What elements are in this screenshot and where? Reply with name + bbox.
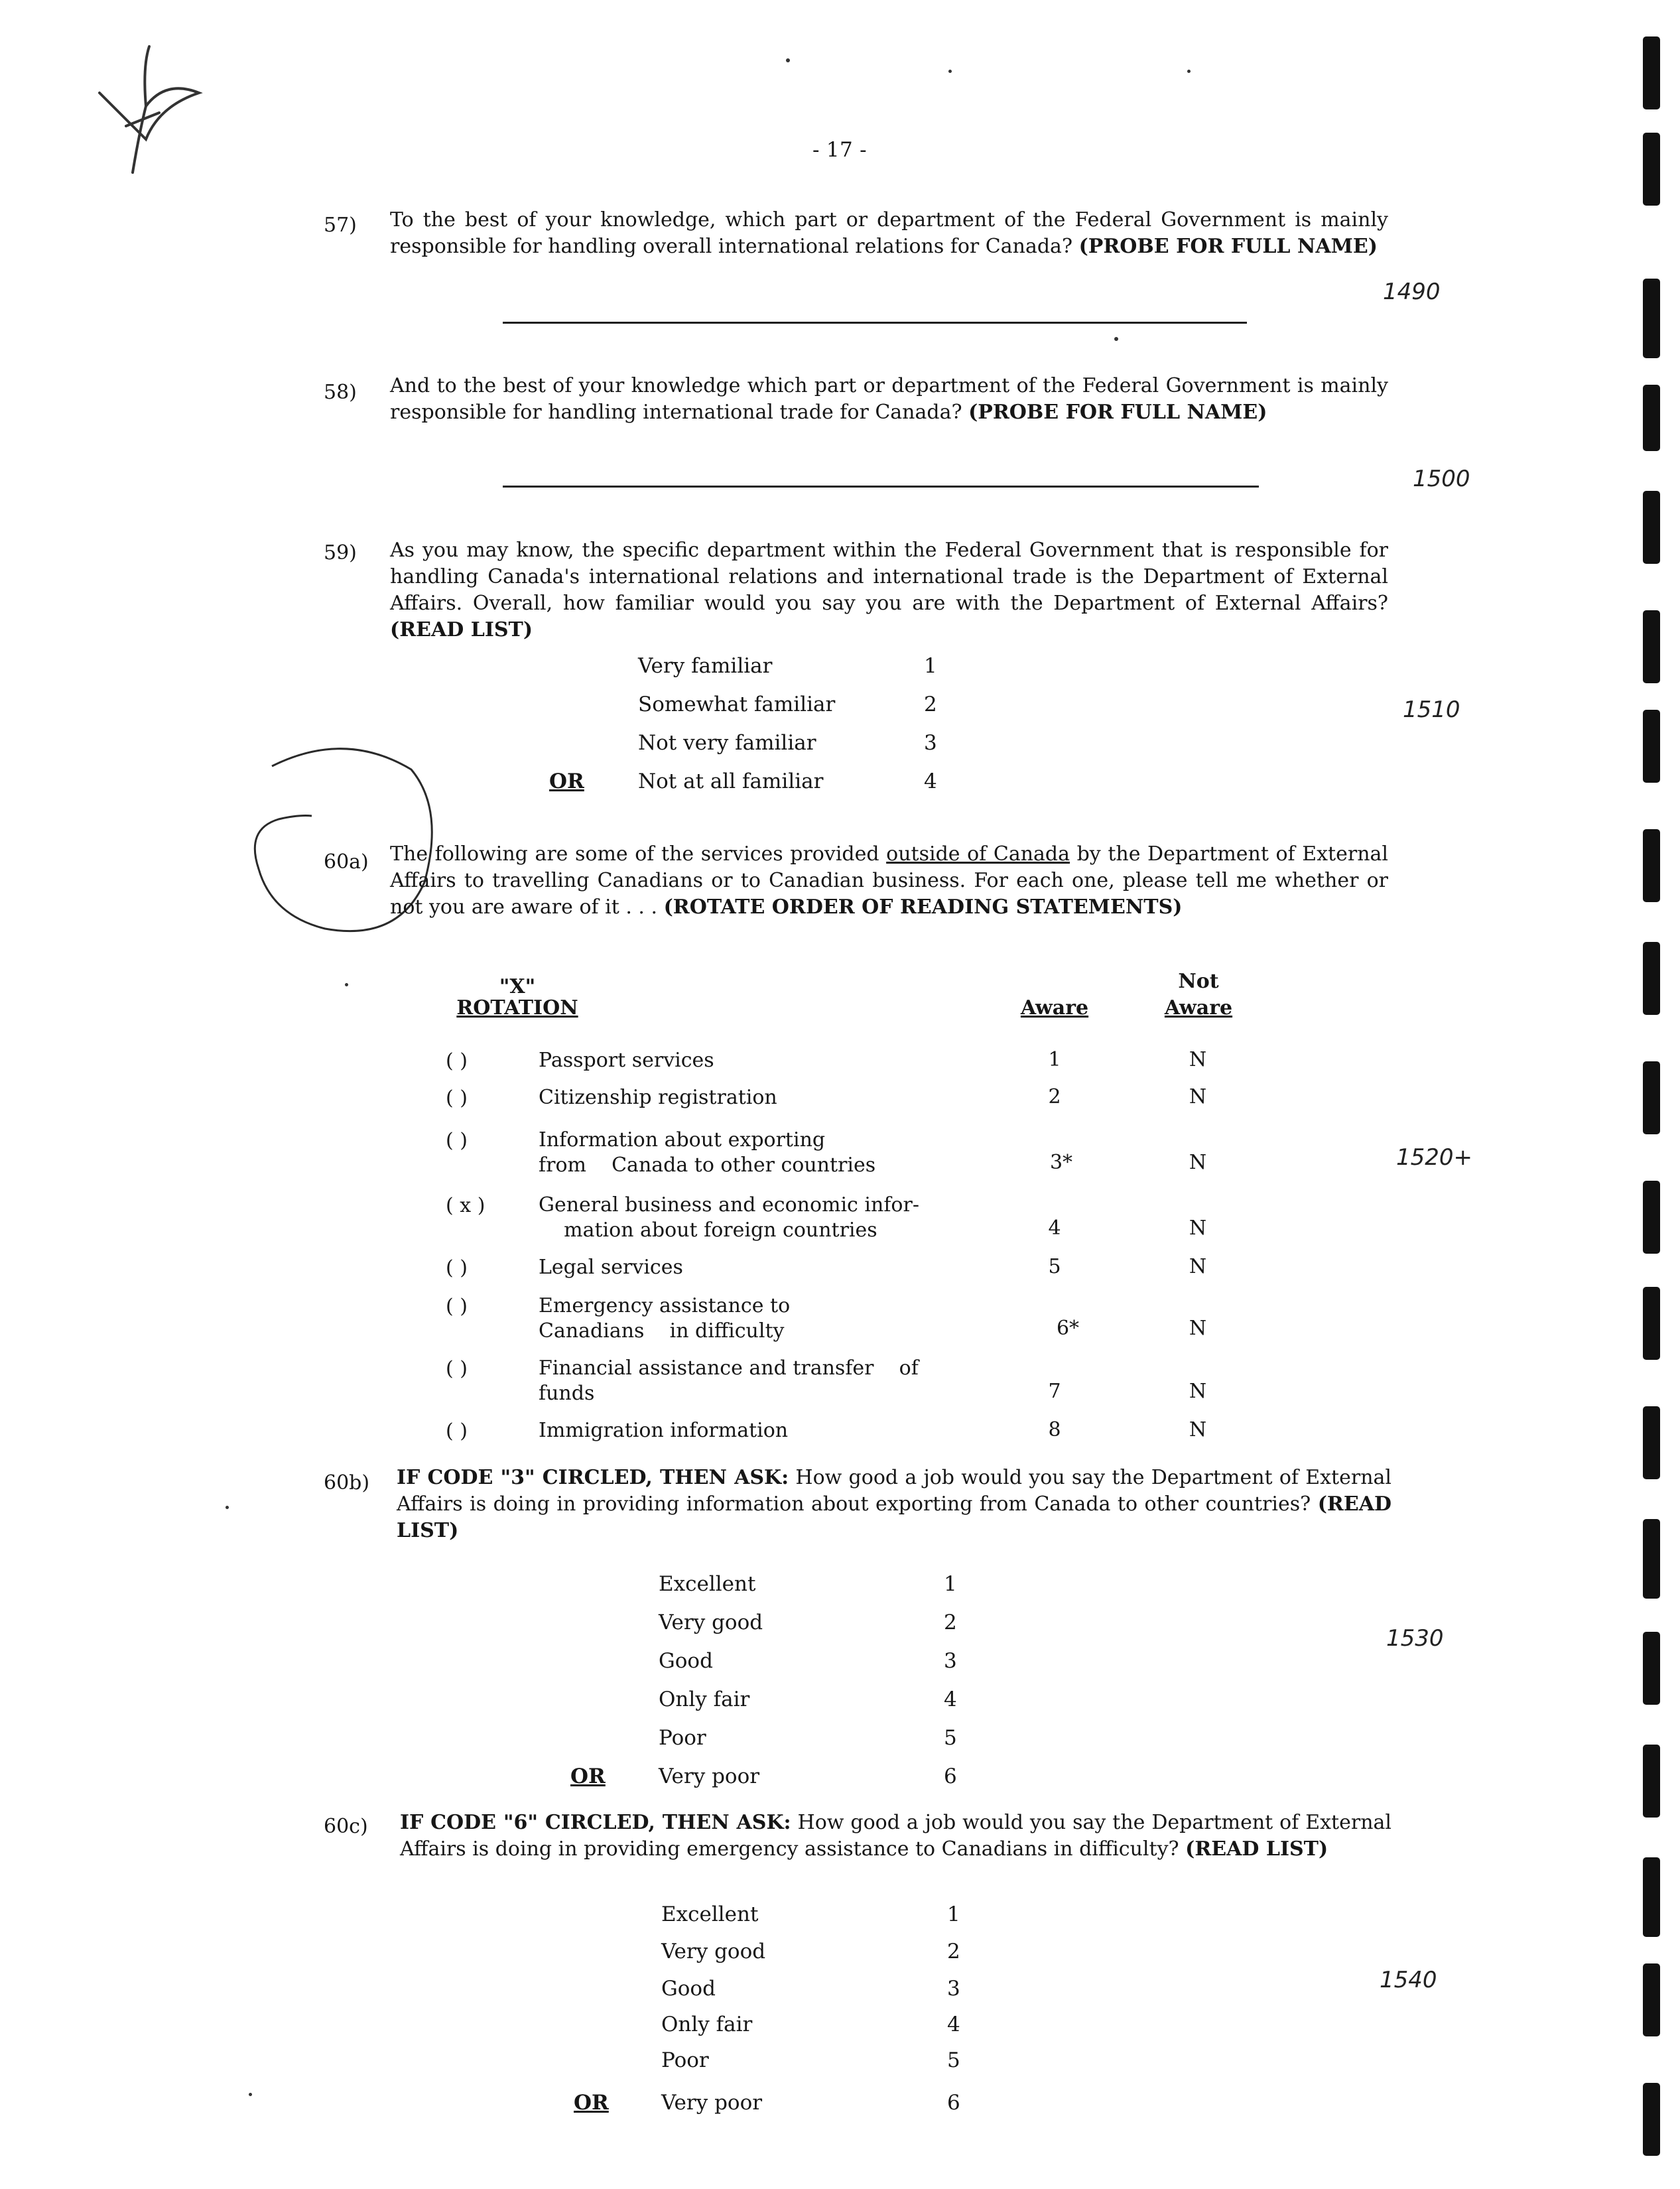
question-60b-body: How good a job would you say the Department of External Affairs is doing in providing information about exporting from Canada to other countries? [397,1466,1391,1516]
scan-edge-mark [1643,133,1660,206]
q59-option-code[interactable]: 3 [924,731,937,755]
rotation-not-aware-code[interactable]: N [1189,1085,1207,1108]
q59-option-code[interactable]: 4 [924,769,937,793]
scan-edge-mark [1643,1857,1660,1937]
handwritten-code-1500: 1500 [1413,466,1470,492]
scan-edge-mark [1643,942,1660,1015]
scan-speck [1114,337,1118,341]
question-60b-text [397,1465,1391,1544]
q59-option-code[interactable]: 2 [924,693,937,716]
handwritten-code-1540: 1540 [1380,1967,1437,1993]
scan-edge-mark [1643,385,1660,451]
q60c-option-label: Only fair [661,2013,753,2036]
not-aware-header-line1: Not [1178,970,1219,993]
scan-edge-mark [1643,2083,1660,2156]
question-60c-condition: IF CODE "6" CIRCLED, THEN ASK: [400,1811,791,1834]
q60c-option-code[interactable]: 4 [947,2013,960,2036]
scan-speck [786,58,790,62]
scan-edge-mark [1643,1406,1660,1479]
rotation-not-aware-code[interactable]: N [1189,1255,1207,1278]
scan-edge-mark [1643,829,1660,902]
q59-option-label: Not at all familiar [638,769,824,793]
question-57-probe: (PROBE FOR FULL NAME) [1078,235,1378,258]
rotation-aware-code[interactable]: 6* [1056,1317,1080,1340]
rotation-not-aware-code[interactable]: N [1189,1151,1207,1174]
rotation-aware-code[interactable]: 3* [1049,1151,1073,1174]
rotation-aware-code[interactable]: 5 [1048,1255,1061,1278]
rotation-aware-code[interactable]: 7 [1048,1380,1061,1403]
q60c-option-code[interactable]: 3 [947,1977,960,2001]
page-number: - 17 - [812,138,867,162]
question-60a-instruction: (ROTATE ORDER OF READING STATEMENTS) [663,896,1183,919]
rotation-checkbox[interactable]: ( ) [446,1420,468,1443]
handwritten-code-1520: 1520+ [1396,1144,1473,1171]
answer-line-57[interactable] [503,322,1247,324]
q60b-option-label: Excellent [659,1572,756,1596]
scan-speck [226,1506,229,1509]
q60b-option-code[interactable]: 6 [944,1764,957,1788]
not-aware-header-line2: Aware [1164,996,1233,1020]
q60c-option-label: Good [661,1977,716,2001]
rotation-item-label: Information about exporting from Canada to other countries [539,1128,876,1177]
rotation-item-label: Financial assistance and transfer of funds [539,1357,919,1405]
scan-speck [1187,70,1191,73]
question-60b-instruction: (READ LIST) [397,1492,1391,1542]
handwritten-code-1530: 1530 [1386,1625,1444,1652]
scan-edge-mark [1643,279,1660,358]
q60c-option-code[interactable]: 6 [947,2091,960,2115]
scan-speck [249,2093,252,2096]
q59-option-label: Not very familiar [638,731,816,755]
rotation-header: ROTATION [456,996,578,1020]
q60b-option-label: Only fair [659,1688,750,1711]
rotation-checkbox[interactable]: ( ) [446,1087,468,1110]
rotation-not-aware-code[interactable]: N [1189,1217,1207,1240]
question-58-text [390,373,1388,426]
scan-edge-mark [1643,491,1660,564]
x-marker-header: "X" [499,975,536,998]
q60c-option-code[interactable]: 2 [947,1940,960,1963]
question-57-text [390,207,1388,260]
rotation-aware-code[interactable]: 8 [1048,1418,1061,1441]
question-60b-condition: IF CODE "3" CIRCLED, THEN ASK: [397,1466,789,1489]
question-60a-text [390,841,1388,921]
rotation-checkbox[interactable]: ( ) [446,1295,468,1318]
rotation-not-aware-code[interactable]: N [1189,1048,1207,1071]
rotation-item-label: Immigration information [539,1419,789,1442]
question-number-58: 58) [324,381,357,404]
rotation-not-aware-code[interactable]: N [1189,1317,1207,1340]
question-number-59: 59) [324,541,357,564]
rotation-item-label: Emergency assistance to Canadians in difficulty [539,1294,791,1343]
rotation-item-label: General business and economic infor- mation about foreign countries [539,1193,919,1242]
scan-edge-mark [1643,1963,1660,2036]
q60c-or-label: OR [574,2091,609,2115]
q60b-option-code[interactable]: 1 [944,1572,957,1596]
question-number-60a: 60a) [324,850,369,874]
question-number-60c: 60c) [324,1815,368,1838]
q59-option-code[interactable]: 1 [924,654,937,678]
scan-edge-mark [1643,1519,1660,1599]
answer-line-58[interactable] [503,486,1259,488]
question-59-instruction: (READ LIST) [390,618,533,641]
question-60a-body-pre: The following are some of the services provided [390,842,887,866]
q60b-option-code[interactable]: 4 [944,1688,957,1711]
question-59-text [390,537,1388,643]
rotation-aware-code[interactable]: 4 [1048,1217,1061,1240]
q60c-option-label: Excellent [661,1902,759,1926]
handwritten-code-1510: 1510 [1403,696,1460,723]
q60c-option-label: Poor [661,2048,709,2072]
question-58-body: And to the best of your knowledge which part or department of the Federal Government is mainly responsible for handling international trade for Canada? [390,374,1388,424]
q60b-or-label: OR [570,1764,606,1788]
q60b-option-label: Very poor [659,1764,760,1788]
question-number-60b: 60b) [324,1471,370,1494]
rotation-checkbox-marked[interactable]: ( x ) [446,1194,485,1217]
q60b-option-label: Good [659,1649,713,1673]
question-59-body: As you may know, the specific department within the Federal Government that is responsible for handling Canada's international relations and international trade is the Department of External Affairs. Overall, how familiar would you say you are with the Department of External Affairs? [390,539,1388,615]
scan-edge-mark [1643,610,1660,683]
q60c-option-code[interactable]: 5 [947,2048,960,2072]
rotation-aware-code[interactable]: 1 [1048,1048,1061,1071]
q59-option-label: Very familiar [638,654,773,678]
rotation-not-aware-code[interactable]: N [1189,1418,1207,1441]
handwritten-code-1490: 1490 [1383,279,1441,305]
aware-header: Aware [1020,996,1089,1020]
rotation-item-label: Passport services [539,1049,714,1072]
rotation-item-label: Citizenship registration [539,1086,777,1109]
q60b-option-code[interactable]: 2 [944,1611,957,1634]
rotation-not-aware-code[interactable]: N [1189,1380,1207,1403]
scan-edge-mark [1643,1632,1660,1705]
scan-edge-mark [1643,36,1660,109]
question-60c-text [400,1810,1391,1863]
question-58-probe: (PROBE FOR FULL NAME) [968,401,1267,424]
question-60c-body: How good a job would you say the Department of External Affairs is doing in providing emergency assistance to Canadians in difficulty? [400,1811,1391,1861]
q60b-option-label: Very good [659,1611,763,1634]
rotation-checkbox[interactable]: ( ) [446,1049,468,1073]
question-57-body: To the best of your knowledge, which part or department of the Federal Government is mainly responsible for handling overall international relations for Canada? [390,208,1388,258]
rotation-checkbox[interactable]: ( ) [446,1357,468,1380]
rotation-checkbox[interactable]: ( ) [446,1129,468,1152]
scan-edge-mark [1643,1287,1660,1360]
q60b-option-label: Poor [659,1726,706,1750]
question-60a-underlined: outside of Canada [886,842,1070,866]
rotation-item-label: Legal services [539,1256,683,1279]
scan-edge-mark [1643,1745,1660,1818]
rotation-checkbox[interactable]: ( ) [446,1256,468,1280]
handwritten-signature-mark [86,40,206,179]
scan-edge-mark [1643,710,1660,783]
rotation-aware-code[interactable]: 2 [1048,1085,1061,1108]
question-number-57: 57) [324,214,357,237]
q59-or-label: OR [549,769,584,793]
q60c-option-label: Very good [661,1940,766,1963]
q60c-option-code[interactable]: 1 [947,1902,960,1926]
scan-speck [948,70,952,73]
question-60a-body-post: by the Department of External Affairs to travelling Canadians or to Canadian business. For each one, please tell me whether or not you are aware of it . . . [390,842,1388,919]
q60b-option-code[interactable]: 3 [944,1649,957,1673]
question-60c-instruction: (READ LIST) [1185,1837,1328,1861]
q59-option-label: Somewhat familiar [638,693,836,716]
scan-edge-mark [1643,1181,1660,1254]
scan-speck [345,983,348,986]
q60c-option-label: Very poor [661,2091,763,2115]
scan-edge-mark [1643,1061,1660,1134]
q60b-option-code[interactable]: 5 [944,1726,957,1750]
